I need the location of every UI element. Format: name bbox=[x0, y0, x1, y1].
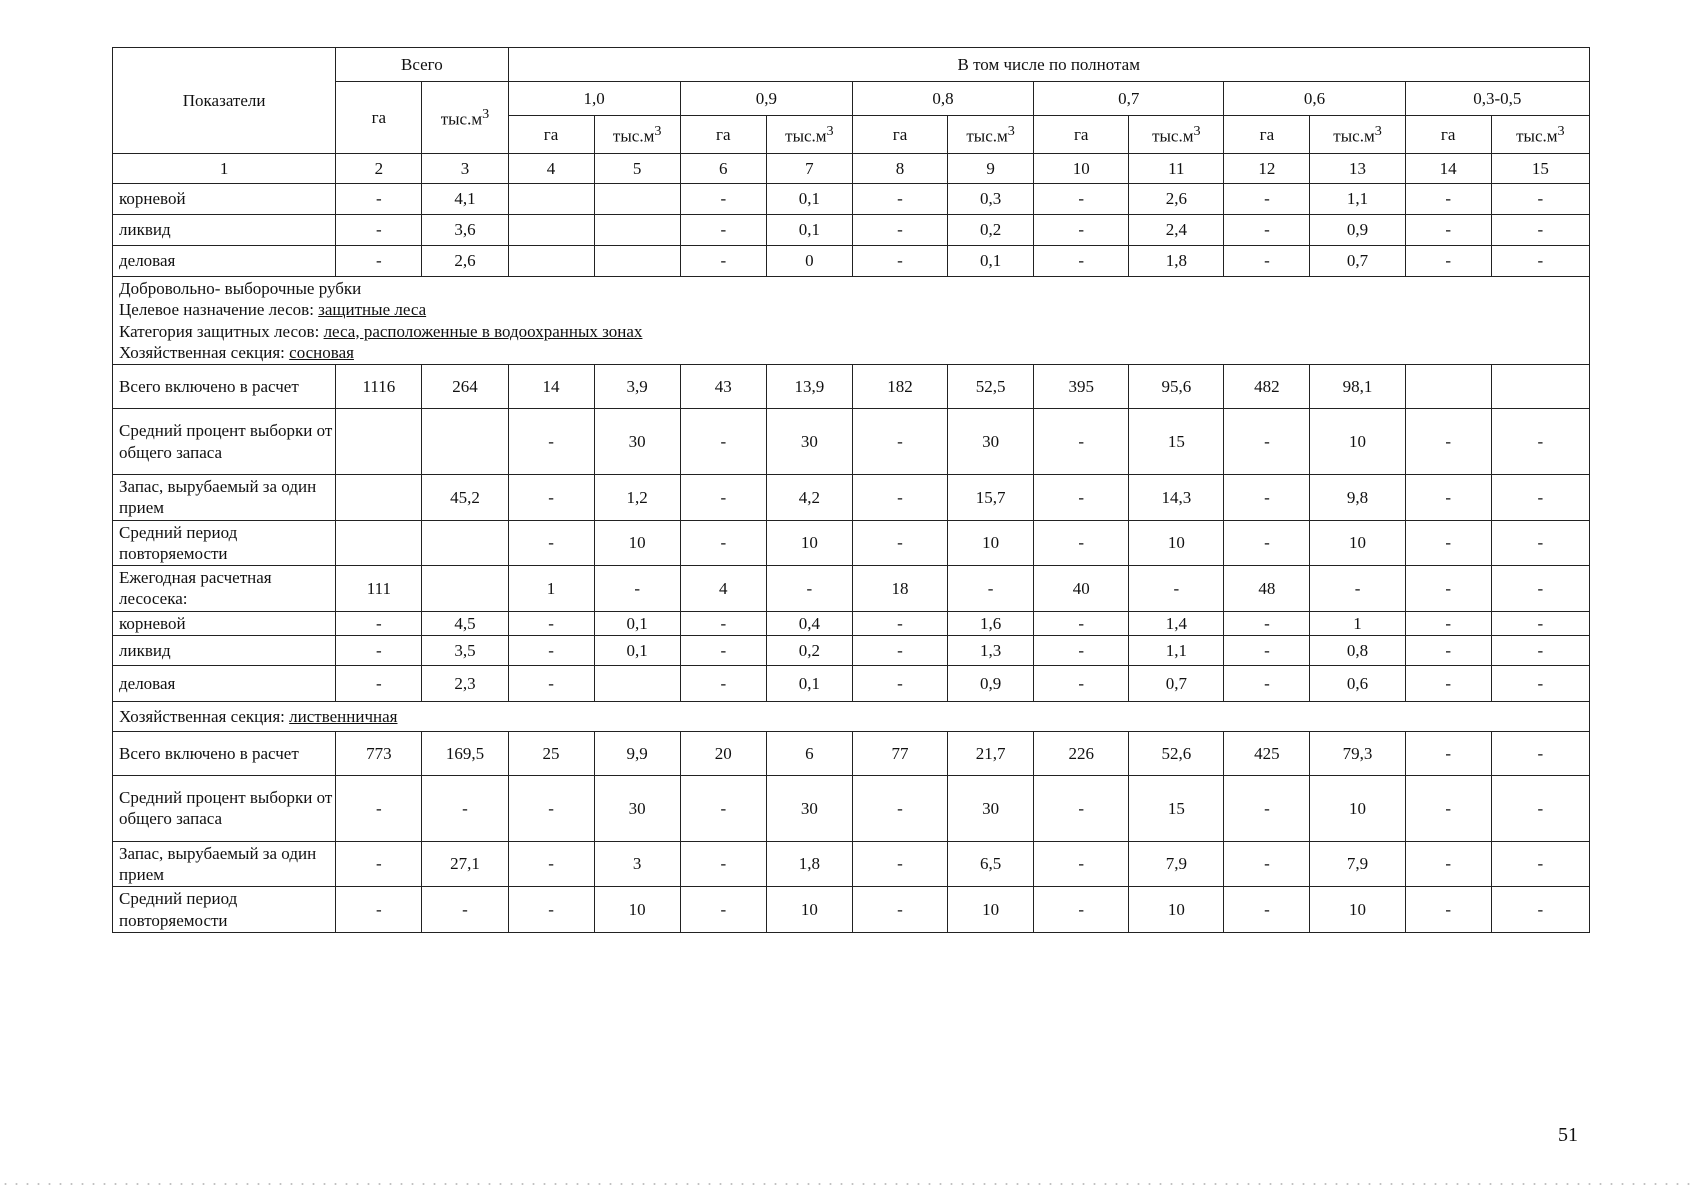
table-cell bbox=[508, 246, 594, 277]
section-info bbox=[113, 277, 1590, 365]
table-cell: - bbox=[1310, 566, 1405, 612]
table-cell: 14 bbox=[508, 365, 594, 409]
table-cell: - bbox=[680, 475, 766, 521]
row-label: Всего включено в расчет bbox=[113, 731, 336, 775]
table-row bbox=[113, 520, 1590, 566]
table-cell: - bbox=[1129, 566, 1224, 612]
table-cell: 10 bbox=[948, 887, 1034, 933]
table-cell: - bbox=[336, 215, 422, 246]
table-cell: - bbox=[1034, 887, 1129, 933]
header-density: 0,3-0,5 bbox=[1405, 82, 1589, 116]
table-cell: 10 bbox=[766, 520, 852, 566]
table-cell: 10 bbox=[1310, 409, 1405, 475]
table-cell: - bbox=[1405, 775, 1491, 841]
table-cell: 773 bbox=[336, 731, 422, 775]
table-cell: 0,1 bbox=[594, 635, 680, 665]
column-number: 12 bbox=[1224, 154, 1310, 184]
table-cell: 30 bbox=[948, 775, 1034, 841]
section-info-line: Добровольно- выборочные рубки bbox=[119, 279, 362, 298]
table-cell: 226 bbox=[1034, 731, 1129, 775]
table-cell: - bbox=[1034, 184, 1129, 215]
table-cell: 30 bbox=[766, 775, 852, 841]
table-cell bbox=[594, 184, 680, 215]
header-unit-m3: $тыс.м^3$ bbox=[948, 116, 1034, 154]
table-cell: - bbox=[852, 246, 947, 277]
table-cell: - bbox=[680, 665, 766, 701]
table-cell: 77 bbox=[852, 731, 947, 775]
row-label: корневой bbox=[113, 184, 336, 215]
column-number: 15 bbox=[1491, 154, 1589, 184]
table-cell: 0,1 bbox=[948, 246, 1034, 277]
row-label: Средний процент выборки от общего запаса bbox=[113, 775, 336, 841]
table-cell: 1,4 bbox=[1129, 611, 1224, 635]
table-cell: 1,8 bbox=[766, 841, 852, 887]
table-cell bbox=[422, 566, 508, 612]
forest-table bbox=[112, 47, 1590, 933]
table-cell: 264 bbox=[422, 365, 508, 409]
table-cell: 15 bbox=[1129, 409, 1224, 475]
column-number: 11 bbox=[1129, 154, 1224, 184]
table-cell: 0,1 bbox=[766, 184, 852, 215]
table-row bbox=[113, 731, 1590, 775]
table-cell: - bbox=[852, 611, 947, 635]
table-cell: 10 bbox=[594, 887, 680, 933]
table-cell: 0,1 bbox=[766, 215, 852, 246]
table-cell: 2,3 bbox=[422, 665, 508, 701]
table-cell: 7,9 bbox=[1129, 841, 1224, 887]
table-cell: - bbox=[680, 635, 766, 665]
table-cell: 0,3 bbox=[948, 184, 1034, 215]
table-cell: 0,9 bbox=[948, 665, 1034, 701]
table-cell: - bbox=[508, 475, 594, 521]
row-label: Средний период повторяемости bbox=[113, 520, 336, 566]
table-cell: - bbox=[336, 184, 422, 215]
table-row bbox=[113, 409, 1590, 475]
table-cell: - bbox=[680, 887, 766, 933]
table-cell: 0,8 bbox=[1310, 635, 1405, 665]
table-cell: - bbox=[1034, 635, 1129, 665]
table-cell: 7,9 bbox=[1310, 841, 1405, 887]
column-number: 7 bbox=[766, 154, 852, 184]
table-cell: 1 bbox=[508, 566, 594, 612]
table-cell: 4,2 bbox=[766, 475, 852, 521]
column-number: 10 bbox=[1034, 154, 1129, 184]
table-cell: - bbox=[508, 611, 594, 635]
table-cell: - bbox=[1224, 215, 1310, 246]
table-cell: 30 bbox=[766, 409, 852, 475]
table-cell: - bbox=[852, 520, 947, 566]
table-cell: - bbox=[1034, 215, 1129, 246]
table-cell: 10 bbox=[1310, 887, 1405, 933]
table-cell: - bbox=[1224, 475, 1310, 521]
table-cell: 0,9 bbox=[1310, 215, 1405, 246]
table-cell: - bbox=[1405, 215, 1491, 246]
table-cell: 1116 bbox=[336, 365, 422, 409]
table-cell: - bbox=[1405, 566, 1491, 612]
table-cell: 1,1 bbox=[1310, 184, 1405, 215]
table-cell: - bbox=[1491, 184, 1589, 215]
row-label: ликвид bbox=[113, 635, 336, 665]
table-cell: 0,2 bbox=[766, 635, 852, 665]
table-cell: - bbox=[336, 665, 422, 701]
table-cell: - bbox=[680, 215, 766, 246]
header-density: 1,0 bbox=[508, 82, 680, 116]
section-info-line: Категория защитных лесов: леса, расположенные в водоохранных зонах bbox=[119, 321, 643, 341]
table-cell: - bbox=[1405, 841, 1491, 887]
header-by-density: В том числе по полнотам bbox=[508, 48, 1590, 82]
table-cell: - bbox=[852, 215, 947, 246]
table-row bbox=[113, 566, 1590, 612]
table-cell: 3,5 bbox=[422, 635, 508, 665]
header-unit-m3: $тыс.м^3$ bbox=[1491, 116, 1589, 154]
table-cell: - bbox=[1491, 246, 1589, 277]
table-cell: 0,1 bbox=[766, 665, 852, 701]
table-cell: 4 bbox=[680, 566, 766, 612]
table-cell: - bbox=[1491, 665, 1589, 701]
table-cell: 0,4 bbox=[766, 611, 852, 635]
table-row bbox=[113, 665, 1590, 701]
table-cell: 3,9 bbox=[594, 365, 680, 409]
table-cell: - bbox=[1034, 611, 1129, 635]
table-cell bbox=[336, 520, 422, 566]
column-number: 2 bbox=[336, 154, 422, 184]
header-unit-ha: га bbox=[1405, 116, 1491, 154]
table-cell: 13,9 bbox=[766, 365, 852, 409]
header-unit-m3: $тыс.м^3$ bbox=[1310, 116, 1405, 154]
table-cell: - bbox=[852, 635, 947, 665]
row-label: Средний период повторяемости bbox=[113, 887, 336, 933]
table-cell: - bbox=[336, 841, 422, 887]
section-info-line: Целевое назначение лесов: защитные леса bbox=[119, 300, 427, 320]
table-row bbox=[113, 635, 1590, 665]
table-cell: - bbox=[1224, 775, 1310, 841]
column-number: 4 bbox=[508, 154, 594, 184]
table-cell: 21,7 bbox=[948, 731, 1034, 775]
column-number: 6 bbox=[680, 154, 766, 184]
table-cell bbox=[594, 665, 680, 701]
table-cell: - bbox=[336, 775, 422, 841]
table-cell bbox=[508, 184, 594, 215]
column-number: 1 bbox=[113, 154, 336, 184]
row-label: Всего включено в расчет bbox=[113, 365, 336, 409]
header-density: 0,6 bbox=[1224, 82, 1405, 116]
table-row bbox=[113, 841, 1590, 887]
table-cell bbox=[422, 520, 508, 566]
scan-noise-dots bbox=[0, 1180, 1698, 1188]
table-cell: 3 bbox=[594, 841, 680, 887]
section-title: Хозяйственная секция: лиственничная bbox=[113, 701, 1590, 731]
table-cell: - bbox=[1034, 841, 1129, 887]
table-cell: - bbox=[594, 566, 680, 612]
table-cell: - bbox=[680, 246, 766, 277]
table-cell: - bbox=[1224, 520, 1310, 566]
table-cell: - bbox=[852, 409, 947, 475]
row-label: Ежегодная расчетная лесосека: bbox=[113, 566, 336, 612]
table-cell: 10 bbox=[1129, 520, 1224, 566]
row-label: Средний процент выборки от общего запаса bbox=[113, 409, 336, 475]
table-cell: 20 bbox=[680, 731, 766, 775]
column-number: 8 bbox=[852, 154, 947, 184]
table-row bbox=[113, 184, 1590, 215]
table-cell: 10 bbox=[1129, 887, 1224, 933]
table-cell: 15,7 bbox=[948, 475, 1034, 521]
table-cell: - bbox=[1491, 520, 1589, 566]
table-cell: - bbox=[1224, 184, 1310, 215]
table-cell: 27,1 bbox=[422, 841, 508, 887]
table-cell: - bbox=[422, 775, 508, 841]
table-cell: - bbox=[336, 887, 422, 933]
table-cell: - bbox=[1491, 215, 1589, 246]
table-cell: 0 bbox=[766, 246, 852, 277]
table-cell: 3,6 bbox=[422, 215, 508, 246]
header-unit-ha: га bbox=[680, 116, 766, 154]
table-row bbox=[113, 365, 1590, 409]
table-cell: - bbox=[1224, 611, 1310, 635]
table-cell: 1,6 bbox=[948, 611, 1034, 635]
table-cell: 1,3 bbox=[948, 635, 1034, 665]
table-cell: - bbox=[1405, 887, 1491, 933]
table-cell: 0,7 bbox=[1310, 246, 1405, 277]
table-cell: 10 bbox=[1310, 775, 1405, 841]
column-number: 5 bbox=[594, 154, 680, 184]
table-cell: 10 bbox=[948, 520, 1034, 566]
column-number: 13 bbox=[1310, 154, 1405, 184]
table-cell: 4,5 bbox=[422, 611, 508, 635]
table-cell: - bbox=[1405, 184, 1491, 215]
table-cell: 18 bbox=[852, 566, 947, 612]
table-cell: 52,5 bbox=[948, 365, 1034, 409]
table-cell: - bbox=[1224, 841, 1310, 887]
section-info-line: Хозяйственная секция: сосновая bbox=[119, 342, 354, 362]
column-number: 9 bbox=[948, 154, 1034, 184]
table-cell: - bbox=[508, 635, 594, 665]
table-cell: 14,3 bbox=[1129, 475, 1224, 521]
table-cell bbox=[1491, 365, 1589, 409]
table-cell: - bbox=[1224, 665, 1310, 701]
row-label: деловая bbox=[113, 246, 336, 277]
table-cell: - bbox=[1034, 520, 1129, 566]
table-cell: 4,1 bbox=[422, 184, 508, 215]
header-density: 0,9 bbox=[680, 82, 852, 116]
table-cell: - bbox=[336, 611, 422, 635]
table-cell: - bbox=[508, 520, 594, 566]
table-cell: - bbox=[852, 475, 947, 521]
table-cell bbox=[336, 475, 422, 521]
table-cell: - bbox=[1405, 611, 1491, 635]
table-cell: - bbox=[680, 184, 766, 215]
table-cell: - bbox=[1405, 731, 1491, 775]
table-cell: 79,3 bbox=[1310, 731, 1405, 775]
table-cell: - bbox=[852, 887, 947, 933]
table-cell: - bbox=[852, 184, 947, 215]
table-cell: 6,5 bbox=[948, 841, 1034, 887]
header-unit-ha: га bbox=[1034, 116, 1129, 154]
table-cell bbox=[594, 246, 680, 277]
table-cell: - bbox=[336, 635, 422, 665]
row-label: корневой bbox=[113, 611, 336, 635]
table-cell: - bbox=[1224, 887, 1310, 933]
table-cell: - bbox=[1491, 566, 1589, 612]
table-cell: 25 bbox=[508, 731, 594, 775]
table-cell: - bbox=[1491, 635, 1589, 665]
column-number: 14 bbox=[1405, 154, 1491, 184]
table-row bbox=[113, 775, 1590, 841]
table-cell: - bbox=[1224, 409, 1310, 475]
table-cell: - bbox=[1491, 409, 1589, 475]
table-cell: 15 bbox=[1129, 775, 1224, 841]
table-cell: - bbox=[508, 841, 594, 887]
column-number: 3 bbox=[422, 154, 508, 184]
table-cell: 482 bbox=[1224, 365, 1310, 409]
table-row bbox=[113, 246, 1590, 277]
table-cell bbox=[336, 409, 422, 475]
header-unit-m3: $тыс.м^3$ bbox=[766, 116, 852, 154]
row-label: Запас, вырубаемый за один прием bbox=[113, 475, 336, 521]
table-cell: - bbox=[1491, 731, 1589, 775]
table-cell: - bbox=[1491, 841, 1589, 887]
table-cell: - bbox=[1224, 246, 1310, 277]
table-cell: - bbox=[1034, 246, 1129, 277]
table-cell: 95,6 bbox=[1129, 365, 1224, 409]
header-density: 0,7 bbox=[1034, 82, 1224, 116]
table-cell: - bbox=[1491, 611, 1589, 635]
table-cell: - bbox=[680, 841, 766, 887]
table-cell: - bbox=[1491, 887, 1589, 933]
table-cell: 182 bbox=[852, 365, 947, 409]
table-cell: - bbox=[852, 841, 947, 887]
row-label: ликвид bbox=[113, 215, 336, 246]
table-cell bbox=[594, 215, 680, 246]
table-cell: - bbox=[1405, 665, 1491, 701]
table-cell: - bbox=[336, 246, 422, 277]
header-unit-m3: $тыс.м^3$ bbox=[1129, 116, 1224, 154]
header-total-m3: $тыс.м^3$ bbox=[422, 82, 508, 154]
table-cell: 30 bbox=[594, 775, 680, 841]
section-header-row bbox=[113, 701, 1590, 731]
table-cell: 2,6 bbox=[422, 246, 508, 277]
table-cell: 395 bbox=[1034, 365, 1129, 409]
table-cell: 1 bbox=[1310, 611, 1405, 635]
table-cell: 6 bbox=[766, 731, 852, 775]
table-cell: 98,1 bbox=[1310, 365, 1405, 409]
table-cell: 1,1 bbox=[1129, 635, 1224, 665]
header-unit-m3: $тыс.м^3$ bbox=[594, 116, 680, 154]
table-cell: - bbox=[1405, 635, 1491, 665]
table-cell: 1,2 bbox=[594, 475, 680, 521]
table-cell: - bbox=[508, 665, 594, 701]
table-cell: 1,8 bbox=[1129, 246, 1224, 277]
table-cell: 10 bbox=[766, 887, 852, 933]
table-row bbox=[113, 475, 1590, 521]
table-cell: - bbox=[422, 887, 508, 933]
table-cell: 45,2 bbox=[422, 475, 508, 521]
table-cell: 43 bbox=[680, 365, 766, 409]
table-cell: 2,4 bbox=[1129, 215, 1224, 246]
header-density: 0,8 bbox=[852, 82, 1033, 116]
table-cell bbox=[422, 409, 508, 475]
page-number: 51 bbox=[1558, 1124, 1578, 1146]
table-cell: 30 bbox=[948, 409, 1034, 475]
table-cell: - bbox=[1034, 775, 1129, 841]
table-cell: - bbox=[1405, 409, 1491, 475]
table-cell: 0,2 bbox=[948, 215, 1034, 246]
table-cell: 9,9 bbox=[594, 731, 680, 775]
table-cell: 10 bbox=[1310, 520, 1405, 566]
table-cell: - bbox=[1224, 635, 1310, 665]
table-cell: 0,6 bbox=[1310, 665, 1405, 701]
table-row bbox=[113, 611, 1590, 635]
table-row bbox=[113, 215, 1590, 246]
table-cell: - bbox=[852, 775, 947, 841]
table-cell: 0,7 bbox=[1129, 665, 1224, 701]
table-cell bbox=[1405, 365, 1491, 409]
table-cell: - bbox=[508, 887, 594, 933]
table-cell: - bbox=[1491, 775, 1589, 841]
table-cell: - bbox=[1405, 520, 1491, 566]
table-cell: 48 bbox=[1224, 566, 1310, 612]
table-cell: 111 bbox=[336, 566, 422, 612]
table-cell: 169,5 bbox=[422, 731, 508, 775]
table-cell: 2,6 bbox=[1129, 184, 1224, 215]
header-unit-ha: га bbox=[1224, 116, 1310, 154]
table-cell: - bbox=[1491, 475, 1589, 521]
table-cell: - bbox=[852, 665, 947, 701]
table-row bbox=[113, 887, 1590, 933]
table-cell: - bbox=[1405, 246, 1491, 277]
table-cell: - bbox=[1034, 409, 1129, 475]
table-cell: 0,1 bbox=[594, 611, 680, 635]
table-cell bbox=[508, 215, 594, 246]
header-unit-ha: га bbox=[508, 116, 594, 154]
table-cell: - bbox=[680, 520, 766, 566]
table-cell: 52,6 bbox=[1129, 731, 1224, 775]
table-cell: - bbox=[680, 611, 766, 635]
header-indicators: Показатели bbox=[113, 48, 336, 154]
table-cell: - bbox=[766, 566, 852, 612]
table-cell: - bbox=[508, 775, 594, 841]
table-cell: - bbox=[508, 409, 594, 475]
table-cell: 30 bbox=[594, 409, 680, 475]
table-cell: 9,8 bbox=[1310, 475, 1405, 521]
table-cell: - bbox=[680, 409, 766, 475]
table-cell: - bbox=[680, 775, 766, 841]
section-info-row bbox=[113, 277, 1590, 365]
table-cell: - bbox=[1034, 475, 1129, 521]
table-cell: 425 bbox=[1224, 731, 1310, 775]
header-unit-ha: га bbox=[852, 116, 947, 154]
header-total-ha: га bbox=[336, 82, 422, 154]
row-label: деловая bbox=[113, 665, 336, 701]
table-cell: 40 bbox=[1034, 566, 1129, 612]
table-cell: - bbox=[1405, 475, 1491, 521]
header-total: Всего bbox=[336, 48, 508, 82]
row-label: Запас, вырубаемый за один прием bbox=[113, 841, 336, 887]
table-cell: - bbox=[948, 566, 1034, 612]
table-cell: 10 bbox=[594, 520, 680, 566]
table-cell: - bbox=[1034, 665, 1129, 701]
